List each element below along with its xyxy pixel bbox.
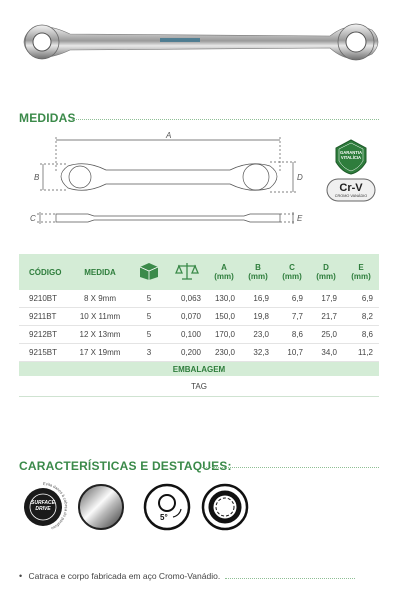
tag-row (19, 376, 379, 397)
specs-table (19, 254, 379, 397)
divider (202, 467, 379, 468)
section-title-caracteristicas: CARACTERÍSTICAS E DESTAQUES: (19, 459, 232, 473)
col-header-codigo: CÓDIGO (19, 254, 69, 290)
col-header-medida: MEDIDA (69, 254, 131, 290)
table-row: 9211BT 10 X 11mm 5 0,070 150,0 19,8 7,7 21,7 8,2 (19, 308, 379, 326)
tag-label: TAG (19, 376, 379, 397)
product-photo (0, 0, 400, 80)
col-header-a: A (mm) (207, 254, 241, 290)
col-header-e: E (mm) (343, 254, 379, 290)
table-row: 9210BT 8 X 9mm 5 0,063 130,0 16,9 6,9 17,9 6,9 (19, 290, 379, 308)
scale-icon (175, 261, 199, 281)
divider (225, 578, 355, 579)
divider (72, 119, 379, 120)
embalagem-label: EMBALAGEM (19, 362, 379, 377)
lifetime-warranty-badge (332, 138, 370, 176)
angle-label: 5° (160, 513, 168, 522)
surface-drive-icon (15, 479, 71, 535)
crv-sublabel: CROMO VANÁDIO (334, 194, 368, 198)
technical-drawing (18, 132, 318, 237)
dim-label-c: C (30, 214, 36, 223)
section-title-medidas: MEDIDAS (19, 111, 76, 125)
warranty-text: GARANTIA VITALÍCIA (339, 150, 363, 160)
chrome-finish-icon (77, 483, 121, 527)
col-header-d: D (mm) (309, 254, 343, 290)
surface-ring-text: Evita danos à cabeça do parafuso (42, 480, 69, 532)
surface-drive-label: SURFACE DRIVE (31, 500, 55, 512)
feature-bullet-list (19, 571, 379, 581)
table-row: 9212BT 12 X 13mm 5 0,100 170,0 23,0 8,6 25,0 8,6 (19, 326, 379, 344)
12-point-ring-icon (201, 483, 245, 527)
embalagem-row (19, 362, 379, 377)
col-header-b: B (mm) (241, 254, 275, 290)
col-header-box (131, 254, 167, 290)
bullet-icon: • (19, 571, 23, 581)
table-header-row (19, 254, 379, 290)
crv-label: Cr-V (339, 182, 363, 194)
dim-label-d: D (297, 173, 303, 182)
col-header-weight (167, 254, 207, 290)
dim-label-a: A (166, 132, 172, 140)
table-row: 9215BT 17 X 19mm 3 0,200 230,0 32,3 10,7 34,0 11,2 (19, 344, 379, 362)
dim-label-b: B (34, 173, 40, 182)
list-item: Catraca e corpo fabricada em aço Cromo-Vanádio. (28, 571, 221, 581)
col-header-c: C (mm) (275, 254, 309, 290)
box-icon (138, 261, 160, 281)
ratchet-angle-icon (143, 483, 187, 527)
dim-label-e: E (297, 214, 303, 223)
chrome-vanadium-badge (326, 178, 376, 202)
